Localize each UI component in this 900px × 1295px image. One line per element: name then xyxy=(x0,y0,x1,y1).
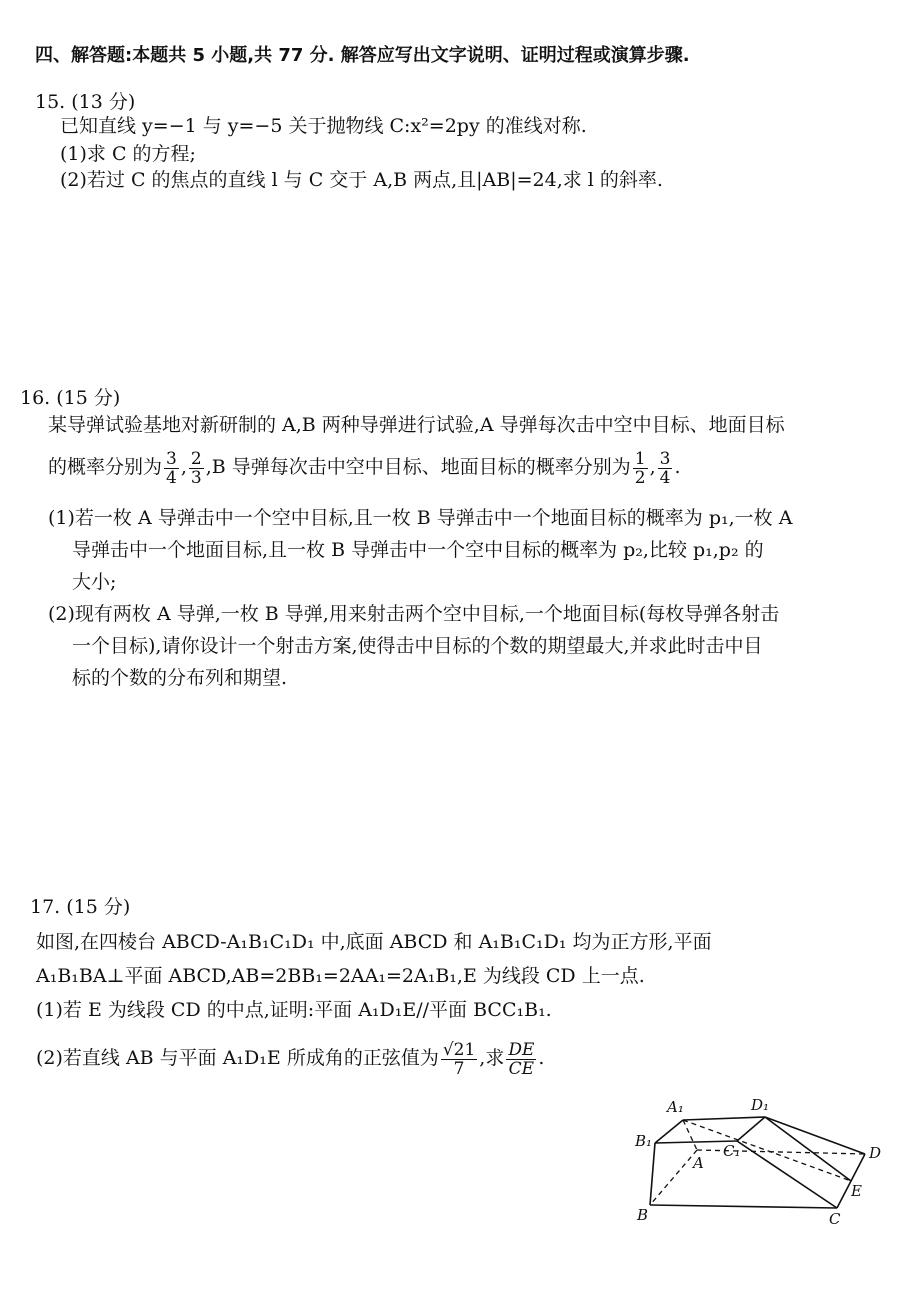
fraction-denominator: 3 xyxy=(190,467,202,488)
q16-part2-line1: (2)现有两枚 A 导弹,一枚 B 导弹,用来射击两个空中目标,一个地面目标(每枚导弹各射击 xyxy=(48,603,780,625)
fraction-denominator: 4 xyxy=(166,467,177,488)
label-a: A xyxy=(693,1154,704,1172)
q16-stem-text-c: . xyxy=(674,456,681,478)
edge-a1-b1 xyxy=(655,1120,683,1143)
q17-stem-line2: A₁B₁BA⊥平面 ABCD,AB=2BB₁=2AA₁=2A₁B₁,E 为线段 CD 上一点. xyxy=(36,965,645,987)
q17-part2-text-c: . xyxy=(538,1047,545,1069)
q17-part2-text-b: ,求 xyxy=(479,1047,505,1069)
fraction-denominator: 7 xyxy=(453,1058,465,1079)
q17-part1: (1)若 E 为线段 CD 的中点,证明:平面 A₁D₁E//平面 BCC₁B₁. xyxy=(36,999,552,1021)
label-b: B xyxy=(637,1206,649,1224)
label-c1: C₁ xyxy=(723,1142,741,1160)
q16-part1-line1: (1)若一枚 A 导弹击中一个空中目标,且一枚 B 导弹击中一个地面目标的概率为 p₁,一枚 A xyxy=(48,507,793,529)
q16-part2-line3: 标的个数的分布列和期望. xyxy=(72,667,288,689)
q17-stem-line1: 如图,在四棱台 ABCD-A₁B₁C₁D₁ 中,底面 ABCD 和 A₁B₁C₁D₁ 均为正方形,平面 xyxy=(36,931,712,953)
q15-stem: 已知直线 y=−1 与 y=−5 关于抛物线 C:x²=2py 的准线对称. xyxy=(60,115,587,137)
fraction-3-4-b xyxy=(658,450,673,487)
frustum-figure xyxy=(625,1090,895,1235)
label-c: C xyxy=(829,1210,841,1228)
q15-part2: (2)若过 C 的焦点的直线 l 与 C 交于 A,B 两点,且|AB|=24,求 l 的斜率. xyxy=(60,169,663,191)
q16-part2-line2: 一个目标),请你设计一个射击方案,使得击中目标的个数的期望最大,并求此时击中目 xyxy=(72,635,763,657)
q17-part2-text-a: (2)若直线 AB 与平面 A₁D₁E 所成角的正弦值为 xyxy=(36,1047,439,1069)
edge-d1-c1 xyxy=(737,1117,765,1141)
q16-part1-line2: 导弹击中一个地面目标,且一枚 B 导弹击中一个空中目标的概率为 p₂,比较 p₁,p₂ 的 xyxy=(72,539,764,561)
fraction-3-4 xyxy=(164,450,179,487)
label-a1: A₁ xyxy=(667,1098,684,1116)
separator: , xyxy=(180,456,187,478)
q15-number: 15. (13 分) xyxy=(35,91,136,113)
fraction-numerator: 3 xyxy=(166,448,177,469)
fraction-denominator: 2 xyxy=(634,467,646,488)
fraction-numerator: √21 xyxy=(442,1039,476,1060)
fraction-numerator: 3 xyxy=(659,448,671,469)
edge-a1-d1 xyxy=(683,1117,765,1120)
edge-b1-b xyxy=(650,1143,655,1205)
fraction-numerator: 2 xyxy=(190,448,202,469)
fraction-sqrt21-7 xyxy=(441,1041,477,1078)
hidden-edge-a-b xyxy=(650,1150,697,1205)
edge-d1-e xyxy=(765,1117,851,1181)
q16-part1-line3: 大小; xyxy=(72,571,117,593)
q17-number: 17. (15 分) xyxy=(30,896,131,918)
q16-stem-text-a: 的概率分别为 xyxy=(48,456,163,478)
q16-stem-text-b: ,B 导弹每次击中空中目标、地面目标的概率分别为 xyxy=(205,456,631,478)
q17-part2 xyxy=(36,1036,544,1080)
fraction-de-ce xyxy=(506,1041,536,1078)
q15-part1: (1)求 C 的方程; xyxy=(60,143,196,165)
fraction-numerator: DE xyxy=(508,1039,535,1060)
q16-stem-line2 xyxy=(48,445,681,489)
q16-stem-line1: 某导弹试验基地对新研制的 A,B 两种导弹进行试验,A 导弹每次击中空中目标、地面目标 xyxy=(48,414,785,436)
fraction-numerator: 1 xyxy=(634,448,646,469)
label-b1: B₁ xyxy=(635,1132,653,1150)
fraction-denominator: CE xyxy=(508,1058,535,1079)
section-header: 四、解答题:本题共 5 小题,共 77 分. 解答应写出文字说明、证明过程或演算步骤. xyxy=(35,45,690,66)
label-d: D xyxy=(869,1144,882,1162)
edge-b-c xyxy=(650,1205,837,1208)
q16-number: 16. (15 分) xyxy=(20,387,121,409)
separator: , xyxy=(649,456,656,478)
label-d1: D₁ xyxy=(751,1096,770,1114)
fraction-denominator: 4 xyxy=(659,467,671,488)
fraction-1-2 xyxy=(633,450,648,487)
edge-d1-d xyxy=(765,1117,865,1154)
label-e: E xyxy=(851,1182,862,1200)
fraction-2-3 xyxy=(189,450,204,487)
